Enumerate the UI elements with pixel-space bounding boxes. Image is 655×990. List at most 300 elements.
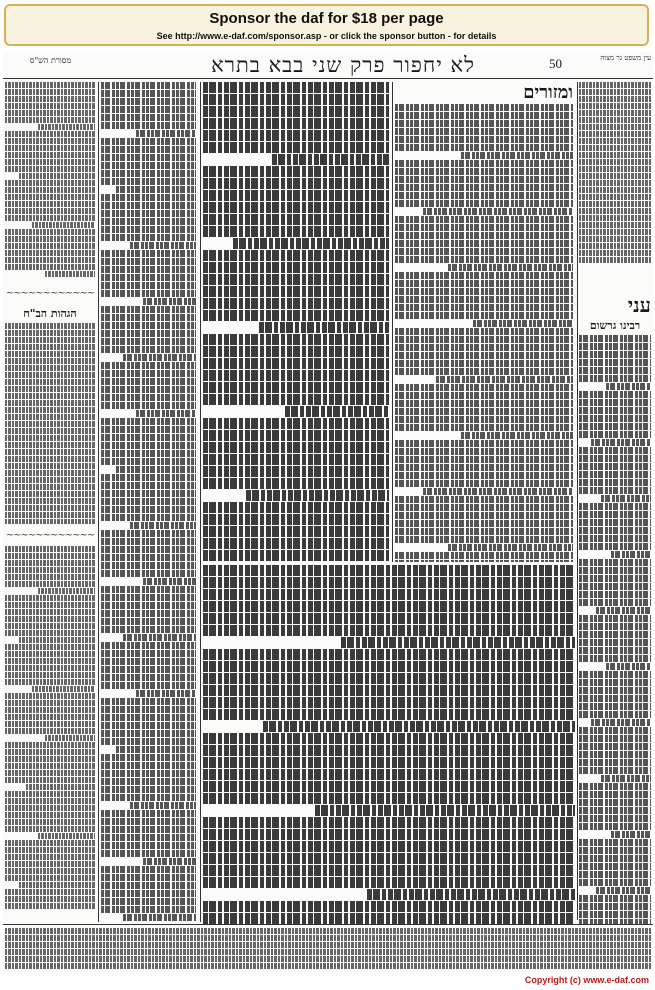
text-line [203, 673, 575, 684]
text-line [395, 456, 573, 463]
text-line [579, 647, 651, 654]
text-line [116, 186, 196, 193]
text-line [579, 759, 651, 766]
text-line [5, 456, 95, 462]
text-line [116, 746, 196, 753]
text-line [5, 553, 95, 559]
text-line [579, 895, 651, 902]
text-line [5, 935, 651, 941]
text-line [5, 152, 95, 158]
text-line [579, 407, 651, 414]
text-line [579, 623, 651, 630]
text-line [203, 829, 575, 840]
text-line [395, 424, 573, 431]
text-line [203, 310, 389, 321]
text-line [203, 478, 389, 489]
text-line [395, 400, 573, 407]
text-line [579, 208, 651, 214]
text-line [5, 194, 95, 200]
text-line [601, 495, 651, 502]
text-line [101, 290, 196, 297]
text-line [5, 644, 95, 650]
text-line [203, 601, 575, 612]
text-line [601, 775, 651, 782]
text-line [579, 879, 651, 886]
text-line [101, 754, 196, 761]
text-line [579, 767, 651, 774]
text-line [579, 863, 651, 870]
text-line [101, 346, 196, 353]
text-line [579, 639, 651, 646]
text-line [579, 343, 651, 350]
text-line [611, 831, 651, 838]
text-line [101, 434, 196, 441]
text-line [101, 170, 196, 177]
text-line [203, 853, 575, 864]
text-line [5, 889, 95, 895]
text-line [5, 449, 95, 455]
masoret-hashas-label: מסורת הש"ס [29, 56, 72, 65]
text-line [5, 903, 95, 909]
text-line [101, 162, 196, 169]
text-line [5, 942, 651, 948]
text-line [101, 714, 196, 721]
text-line [579, 215, 651, 221]
text-line [395, 296, 573, 303]
text-line [101, 370, 196, 377]
text-line [579, 423, 651, 430]
text-line [203, 178, 389, 189]
text-line [203, 649, 575, 660]
text-line [101, 82, 196, 89]
text-line [395, 136, 573, 143]
tosafot-open-word: ומזורים [523, 82, 573, 103]
text-line [136, 130, 196, 137]
text-line [203, 613, 575, 624]
text-line [5, 861, 95, 867]
text-line [395, 232, 573, 239]
text-line [19, 637, 95, 643]
text-line [101, 594, 196, 601]
text-line [395, 216, 573, 223]
main-left-divider [200, 82, 201, 922]
rashbam-column [101, 82, 196, 922]
text-line [5, 215, 95, 221]
text-line [5, 560, 95, 566]
text-line [5, 344, 95, 350]
text-line [395, 176, 573, 183]
text-line [579, 96, 651, 102]
rashi-open-word: עני [627, 294, 651, 317]
text-line [101, 154, 196, 161]
text-line [259, 322, 389, 333]
text-line [579, 751, 651, 758]
text-line [101, 474, 196, 481]
text-line [5, 103, 95, 109]
text-line [203, 550, 389, 561]
text-line [101, 762, 196, 769]
text-line [579, 103, 651, 109]
text-line [101, 322, 196, 329]
text-line [101, 98, 196, 105]
text-line [395, 256, 573, 263]
text-line [579, 180, 651, 186]
text-line [5, 574, 95, 580]
text-line [5, 477, 95, 483]
text-line [101, 666, 196, 673]
text-line [579, 138, 651, 144]
sponsor-banner[interactable] [4, 4, 649, 46]
text-line [395, 128, 573, 135]
text-line [395, 104, 573, 111]
text-line [101, 450, 196, 457]
text-line [101, 250, 196, 257]
text-line [395, 552, 573, 559]
text-line [579, 351, 651, 358]
text-line [203, 370, 389, 381]
text-line [395, 272, 573, 279]
text-line [579, 727, 651, 734]
text-line [367, 889, 575, 900]
text-line [579, 82, 651, 88]
text-line [5, 896, 95, 902]
gemara-text-lower [203, 565, 575, 925]
text-line [579, 166, 651, 172]
text-line [101, 202, 196, 209]
text-line [5, 847, 95, 853]
text-line [203, 769, 575, 780]
text-line [5, 463, 95, 469]
text-line [101, 178, 196, 185]
text-line [101, 722, 196, 729]
text-line [203, 298, 389, 309]
text-line [579, 847, 651, 854]
text-line [101, 818, 196, 825]
text-line [395, 112, 573, 119]
text-line [203, 214, 389, 225]
hagahot-title: הגהות הב"ח [23, 307, 77, 320]
text-line [5, 749, 95, 755]
text-line [5, 365, 95, 371]
text-line [395, 464, 573, 471]
sponsor-title[interactable]: Sponsor the daf for $18 per page [209, 10, 444, 27]
text-line [101, 546, 196, 553]
text-line [203, 685, 575, 696]
header-rule [3, 78, 653, 79]
text-line [143, 578, 196, 585]
text-line [101, 866, 196, 873]
text-line [26, 784, 95, 790]
text-line [579, 447, 651, 454]
text-line [395, 536, 573, 543]
text-line [579, 815, 651, 822]
rashi-column [579, 294, 651, 924]
text-line [5, 949, 651, 955]
text-line [395, 280, 573, 287]
page-header [3, 52, 653, 78]
text-line [5, 630, 95, 636]
text-line [5, 928, 651, 934]
text-line [5, 519, 95, 524]
text-line [579, 335, 651, 342]
sponsor-subtitle[interactable]: See http://www.e-daf.com/sponsor.asp - or click the sponsor button - for details [156, 31, 497, 41]
text-line [101, 834, 196, 841]
text-line [5, 819, 95, 825]
text-line [591, 439, 651, 446]
text-line [395, 472, 573, 479]
text-line [203, 94, 389, 105]
text-line [579, 783, 651, 790]
text-line [579, 375, 651, 382]
text-line [473, 320, 573, 327]
text-line [395, 448, 573, 455]
text-line [395, 328, 573, 335]
text-line [579, 535, 651, 542]
text-line [5, 138, 95, 144]
text-line [203, 334, 389, 345]
text-line [203, 118, 389, 129]
text-line [5, 407, 95, 413]
text-line [203, 346, 389, 357]
text-line [101, 146, 196, 153]
text-line [19, 882, 95, 888]
text-line [38, 833, 95, 839]
text-line [395, 384, 573, 391]
text-line [203, 454, 389, 465]
text-line [5, 693, 95, 699]
text-line [579, 559, 651, 566]
text-line [579, 519, 651, 526]
text-line [101, 738, 196, 745]
text-line [596, 607, 651, 614]
text-line [5, 770, 95, 776]
text-line [579, 463, 651, 470]
text-line [203, 841, 575, 852]
text-line [5, 372, 95, 378]
text-line [5, 651, 95, 657]
text-line [203, 466, 389, 477]
text-line [203, 757, 575, 768]
text-line [5, 400, 95, 406]
text-line [5, 82, 95, 88]
text-line [101, 394, 196, 401]
text-line [101, 106, 196, 113]
text-line [395, 304, 573, 311]
text-line [579, 903, 651, 910]
text-line [5, 805, 95, 811]
text-line [5, 854, 95, 860]
text-line [395, 528, 573, 535]
text-line [395, 248, 573, 255]
masoret-column [5, 82, 95, 282]
text-line [101, 330, 196, 337]
text-line [38, 588, 95, 594]
text-line [5, 875, 95, 881]
text-line [32, 222, 95, 228]
text-line [5, 330, 95, 336]
text-line [395, 120, 573, 127]
text-line [101, 562, 196, 569]
text-line [101, 338, 196, 345]
ornament-divider: ~~~~~~~~~~~~ [5, 530, 95, 541]
text-line [203, 82, 389, 93]
text-line [101, 282, 196, 289]
hagahot-column [5, 304, 95, 524]
rabbeinu-gershom-title: רבינו גרשום [589, 319, 641, 332]
text-line [5, 442, 95, 448]
text-line [203, 226, 389, 237]
text-line [101, 794, 196, 801]
text-line [203, 418, 389, 429]
text-line [101, 778, 196, 785]
text-line [5, 491, 95, 497]
text-line [101, 458, 196, 465]
text-line [395, 160, 573, 167]
text-line [203, 589, 575, 600]
text-line [579, 391, 651, 398]
text-line [5, 264, 95, 270]
text-line [101, 482, 196, 489]
text-line [101, 314, 196, 321]
text-line [579, 655, 651, 662]
text-line [19, 173, 95, 179]
text-line [101, 274, 196, 281]
text-line [130, 802, 197, 809]
text-line [579, 807, 651, 814]
text-line [203, 865, 575, 876]
text-line [5, 421, 95, 427]
text-line [101, 122, 196, 129]
text-line [395, 168, 573, 175]
text-line [101, 698, 196, 705]
text-line [5, 358, 95, 364]
text-line [233, 238, 389, 249]
text-line [203, 538, 389, 549]
text-line [448, 544, 573, 551]
text-line [5, 623, 95, 629]
text-line [101, 90, 196, 97]
text-line [45, 271, 95, 277]
tosafot-column [395, 82, 573, 562]
text-line [606, 663, 651, 670]
text-line [136, 410, 196, 417]
text-line [203, 733, 575, 744]
text-line [101, 586, 196, 593]
text-line [579, 567, 651, 574]
text-line [579, 110, 651, 116]
text-line [101, 610, 196, 617]
text-line [395, 352, 573, 359]
text-line [395, 368, 573, 375]
text-line [5, 110, 95, 116]
text-line [5, 742, 95, 748]
text-line [101, 906, 196, 913]
text-line [101, 530, 196, 537]
text-line [579, 131, 651, 137]
text-line [263, 721, 575, 732]
text-line [395, 184, 573, 191]
text-line [101, 602, 196, 609]
text-line [130, 242, 197, 249]
text-line [5, 728, 95, 734]
text-line [579, 124, 651, 130]
text-line [5, 435, 95, 441]
text-line [5, 546, 95, 552]
text-line [461, 152, 573, 159]
text-line [5, 250, 95, 256]
text-line [395, 512, 573, 519]
text-line [203, 442, 389, 453]
text-line [5, 166, 95, 172]
text-line [579, 743, 651, 750]
text-line [101, 402, 196, 409]
footnotes [5, 928, 651, 970]
text-line [101, 378, 196, 385]
text-line [579, 487, 651, 494]
text-line [461, 432, 573, 439]
text-line [5, 386, 95, 392]
text-line [5, 470, 95, 476]
text-line [203, 625, 575, 636]
text-line [579, 583, 651, 590]
talmud-page [3, 52, 653, 972]
text-line [203, 262, 389, 273]
text-line [5, 484, 95, 490]
text-line [136, 690, 196, 697]
text-line [116, 466, 196, 473]
text-line [38, 124, 95, 130]
text-line [5, 131, 95, 137]
text-line [5, 337, 95, 343]
text-line [5, 236, 95, 242]
text-line [203, 106, 389, 117]
text-line [5, 777, 95, 783]
text-line [579, 703, 651, 710]
text-line [611, 551, 651, 558]
text-line [5, 602, 95, 608]
text-line [579, 89, 651, 95]
text-line [579, 187, 651, 193]
text-line [395, 496, 573, 503]
text-line [5, 159, 95, 165]
text-line [5, 956, 651, 962]
text-line [579, 471, 651, 478]
text-line [5, 840, 95, 846]
text-line [5, 498, 95, 504]
text-line [203, 697, 575, 708]
text-line [5, 798, 95, 804]
text-line [101, 786, 196, 793]
footnote-rule [3, 924, 653, 925]
text-line [579, 431, 651, 438]
text-line [5, 700, 95, 706]
copyright-link[interactable]: Copyright (c) www.e-daf.com [524, 975, 649, 985]
text-line [395, 392, 573, 399]
text-line [579, 839, 651, 846]
text-line [203, 502, 389, 513]
text-line [203, 526, 389, 537]
text-line [5, 609, 95, 615]
text-line [579, 695, 651, 702]
text-line [203, 709, 575, 720]
tosafot-divider [392, 82, 393, 562]
text-line [123, 634, 196, 641]
text-line [579, 527, 651, 534]
text-line [203, 394, 389, 405]
text-line [203, 190, 389, 201]
text-line [203, 745, 575, 756]
text-line [203, 382, 389, 393]
